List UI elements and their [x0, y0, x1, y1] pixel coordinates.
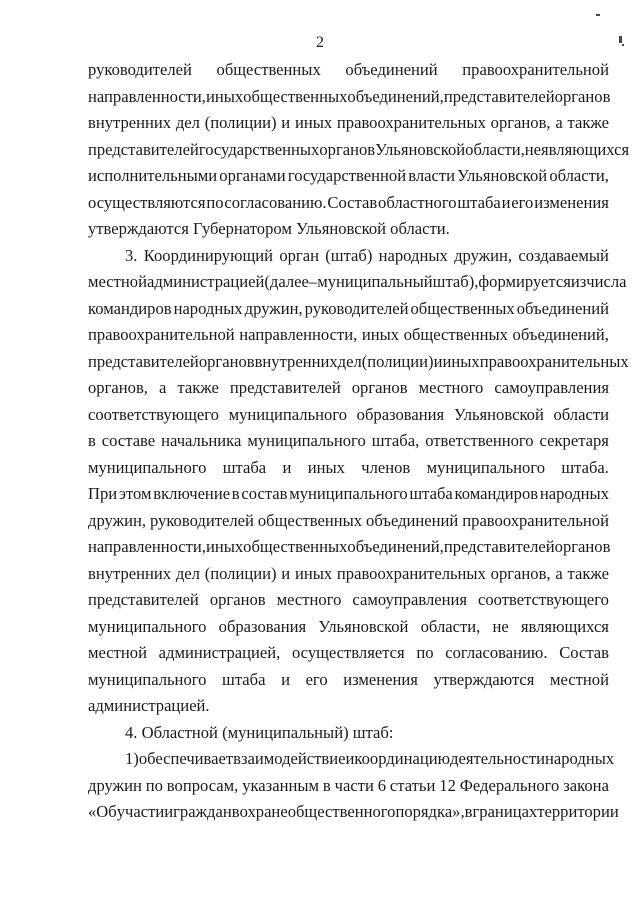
word: территории	[537, 802, 619, 821]
word: Федерального	[459, 775, 560, 795]
word: состав	[241, 484, 288, 503]
word: правоохранительной	[462, 60, 609, 79]
word: руководителей	[304, 298, 409, 318]
word: дел	[337, 351, 362, 371]
word: муниципального	[88, 457, 207, 477]
word: начальника	[161, 431, 242, 450]
word: Ульяновской	[457, 166, 548, 185]
word: иных	[294, 113, 333, 132]
word: в	[88, 431, 96, 450]
word: иных	[205, 86, 244, 106]
word: членов	[361, 457, 411, 477]
text-line	[88, 137, 630, 164]
word: руководителей	[149, 510, 254, 530]
text-line	[88, 720, 609, 747]
text-line	[88, 693, 609, 720]
word: органами	[219, 166, 286, 185]
text-line	[88, 561, 609, 588]
word: и	[345, 749, 355, 768]
word: органов	[319, 139, 376, 159]
word: координацию	[354, 749, 451, 768]
word: местной	[88, 643, 147, 662]
word: области,	[549, 166, 609, 185]
word: объединений	[366, 510, 459, 530]
word: муниципального	[88, 616, 207, 636]
word: общественных	[257, 510, 363, 530]
word: и	[281, 563, 291, 583]
word: области,	[420, 616, 481, 636]
word: администрацией.	[88, 696, 210, 715]
word: граждан	[173, 802, 232, 821]
word: (полиции)	[204, 113, 277, 132]
word: участии	[116, 802, 174, 821]
word: по	[206, 192, 224, 212]
word: иных	[307, 457, 345, 477]
word: власти	[408, 166, 455, 185]
word: создаваемый	[518, 245, 609, 265]
word: образования	[356, 404, 445, 424]
text-line	[88, 534, 609, 561]
word: области	[553, 404, 609, 424]
word: народных	[173, 298, 243, 318]
word: 1)	[125, 749, 139, 768]
word: также	[567, 113, 609, 132]
text-line	[88, 667, 609, 694]
text-line	[88, 746, 615, 773]
word: муниципального	[426, 457, 546, 477]
word: органов	[554, 86, 611, 106]
text-line	[88, 163, 609, 190]
text-line	[88, 84, 609, 111]
word: 12	[439, 775, 456, 795]
word: командиров	[454, 484, 539, 503]
word: муниципального	[289, 484, 408, 503]
word: местной	[550, 669, 609, 689]
word: вопросам,	[166, 775, 239, 795]
word: соответствующего	[478, 590, 609, 609]
word: в	[231, 484, 240, 503]
word: 4. Областной (муниципальный) штаб:	[125, 722, 394, 742]
word: дел	[175, 563, 200, 583]
word: и	[433, 351, 443, 371]
word: руководителей	[88, 60, 192, 79]
word: народных	[539, 484, 609, 503]
word: образования	[218, 616, 307, 636]
word: также	[177, 378, 219, 397]
word: правоохранительных	[336, 113, 486, 132]
word: органов	[198, 351, 255, 371]
word: не	[492, 616, 509, 636]
word: общественных	[243, 86, 348, 106]
word: и	[501, 192, 511, 212]
word: закона	[563, 775, 609, 795]
word: являющихся	[520, 616, 609, 636]
word: порядка»,	[395, 802, 465, 821]
word: дружин,	[244, 298, 303, 318]
word: по	[416, 643, 434, 662]
word: правоохранительных	[336, 563, 486, 583]
word: (далее	[264, 272, 309, 291]
word: 3.	[125, 245, 138, 265]
word: направленности,	[239, 325, 358, 344]
word: дружин	[88, 775, 142, 795]
text-line	[88, 402, 609, 429]
word: государственной	[287, 166, 407, 185]
word: органов	[351, 378, 408, 397]
word: представителей	[443, 537, 555, 556]
word: статьи	[389, 775, 436, 795]
word: местного	[276, 590, 342, 609]
word: объединений,	[347, 537, 444, 556]
page-number: 2	[316, 34, 324, 51]
word: При	[88, 484, 118, 503]
word: осуществляется	[291, 643, 405, 662]
text-line	[88, 428, 609, 455]
word: администрацией	[146, 272, 265, 291]
text-line	[88, 216, 609, 243]
word: местной	[88, 272, 147, 291]
word: Ульяновской	[318, 616, 409, 636]
word: исполнительными	[88, 166, 218, 185]
text-line	[88, 269, 627, 296]
word: включение	[153, 484, 231, 503]
word: –	[308, 272, 318, 291]
text-line	[88, 508, 609, 535]
text-line	[88, 57, 609, 84]
word: согласованию.	[445, 643, 548, 662]
word: 6	[377, 775, 387, 795]
word: администрацией,	[158, 643, 281, 662]
word: объединений,	[347, 86, 444, 106]
word: представителей	[88, 351, 199, 371]
word: а	[555, 113, 563, 132]
word: представителей	[88, 590, 199, 609]
word: и	[282, 457, 292, 477]
word: орган	[279, 245, 319, 265]
word: его	[511, 192, 534, 212]
word: общественных	[410, 298, 515, 318]
word: иных	[361, 325, 400, 344]
word: штаба	[457, 192, 501, 212]
word: изменения	[343, 669, 418, 689]
word: области,	[465, 139, 525, 159]
word: взаимодействие	[233, 749, 346, 768]
word: внутренних	[88, 563, 172, 583]
word: народных	[378, 245, 448, 265]
word: осуществляются	[88, 192, 206, 212]
word: Ульяновской	[375, 139, 466, 159]
word: представителей	[443, 86, 555, 106]
word: а	[158, 378, 167, 397]
word: этом	[118, 484, 152, 503]
word: муниципальный	[317, 272, 433, 291]
text-line	[88, 110, 609, 137]
text-line	[88, 349, 629, 376]
word: ответственного	[425, 431, 534, 450]
word: секретаря	[539, 431, 609, 450]
word: муниципального	[228, 404, 348, 424]
text-line	[88, 375, 609, 402]
word: штаба	[409, 484, 453, 503]
word: самоуправления	[494, 378, 609, 397]
text-line	[88, 190, 609, 217]
word: самоуправления	[352, 590, 467, 609]
word: правоохранительной	[462, 510, 609, 530]
word: внутренних	[88, 113, 172, 132]
word: охране	[239, 802, 288, 821]
word: штаб),	[432, 272, 479, 291]
word: объединений	[345, 60, 438, 79]
word: объединений	[516, 298, 609, 318]
word: (штаб)	[325, 245, 373, 265]
word: Координирующий	[143, 245, 274, 265]
word: местного	[418, 378, 484, 397]
word: иных	[442, 351, 480, 371]
document-body	[88, 57, 630, 826]
word: объединений,	[512, 325, 609, 344]
word: органов	[554, 537, 611, 556]
text-line	[88, 587, 609, 614]
word: изменения	[534, 192, 609, 212]
word: направленности,	[88, 86, 206, 106]
text-line	[88, 481, 609, 508]
word: дел	[175, 113, 200, 132]
word: органов,	[490, 563, 551, 583]
word: в	[464, 802, 473, 821]
word: общественных	[243, 537, 348, 556]
word: обеспечивает	[138, 749, 234, 768]
word: указанным	[242, 775, 319, 795]
word: Ульяновской	[453, 404, 544, 424]
word: согласованию.	[224, 192, 327, 212]
text-line	[88, 243, 609, 270]
word: его	[305, 669, 328, 689]
word: а	[555, 563, 563, 583]
word: представителей	[88, 139, 199, 159]
word: штаба,	[371, 431, 420, 450]
word: составе	[101, 431, 156, 450]
word: дружин,	[454, 245, 513, 265]
word: штаба.	[561, 457, 609, 477]
word: (полиции)	[204, 563, 277, 583]
word: муниципального	[88, 669, 207, 689]
word: в	[231, 802, 240, 821]
word: деятельности	[450, 749, 546, 768]
word: и	[281, 113, 291, 132]
word: внутренних	[254, 351, 338, 371]
word: соответствующего	[88, 404, 219, 424]
text-line	[88, 296, 609, 323]
word: Состав	[559, 643, 609, 662]
word: направленности,	[88, 537, 206, 556]
word: общественных	[216, 60, 321, 79]
word: правоохранительной	[88, 325, 235, 344]
text-line	[88, 799, 619, 826]
word: штаба	[222, 457, 267, 477]
word: органов	[209, 590, 266, 609]
word: представителей	[229, 378, 341, 397]
word: формируется	[478, 272, 571, 291]
word: иных	[205, 537, 244, 556]
word: органов,	[490, 113, 551, 132]
word: (полиции)	[361, 351, 434, 371]
word: Состав	[327, 192, 378, 212]
word: границах	[472, 802, 538, 821]
word: органов,	[88, 378, 148, 397]
word: также	[567, 563, 609, 583]
word: государственных	[198, 139, 320, 159]
word: по	[145, 775, 163, 795]
word: общественного	[287, 802, 396, 821]
word: не	[524, 139, 542, 159]
text-line	[88, 773, 609, 800]
word: правоохранительных	[479, 351, 629, 371]
text-line	[88, 322, 609, 349]
word: иных	[294, 563, 333, 583]
word: из	[570, 272, 587, 291]
word: части	[334, 775, 374, 795]
text-line	[88, 640, 609, 667]
word: командиров	[88, 298, 172, 318]
word: общественных	[403, 325, 508, 344]
text-line	[88, 455, 609, 482]
word: утверждаются Губернатором Ульяновской области.	[88, 219, 450, 238]
word: являющихся	[541, 139, 630, 159]
word: в	[322, 775, 331, 795]
word: областного	[378, 192, 457, 212]
word: числа	[586, 272, 627, 291]
word: штаба	[222, 669, 266, 689]
scan-speck	[596, 14, 600, 16]
word: дружин,	[88, 510, 146, 530]
word: муниципального	[247, 431, 366, 450]
word: народных	[545, 749, 615, 768]
word: утверждаются	[433, 669, 535, 689]
word: «Об	[88, 802, 117, 821]
word: и	[281, 669, 290, 689]
text-line	[88, 614, 609, 641]
